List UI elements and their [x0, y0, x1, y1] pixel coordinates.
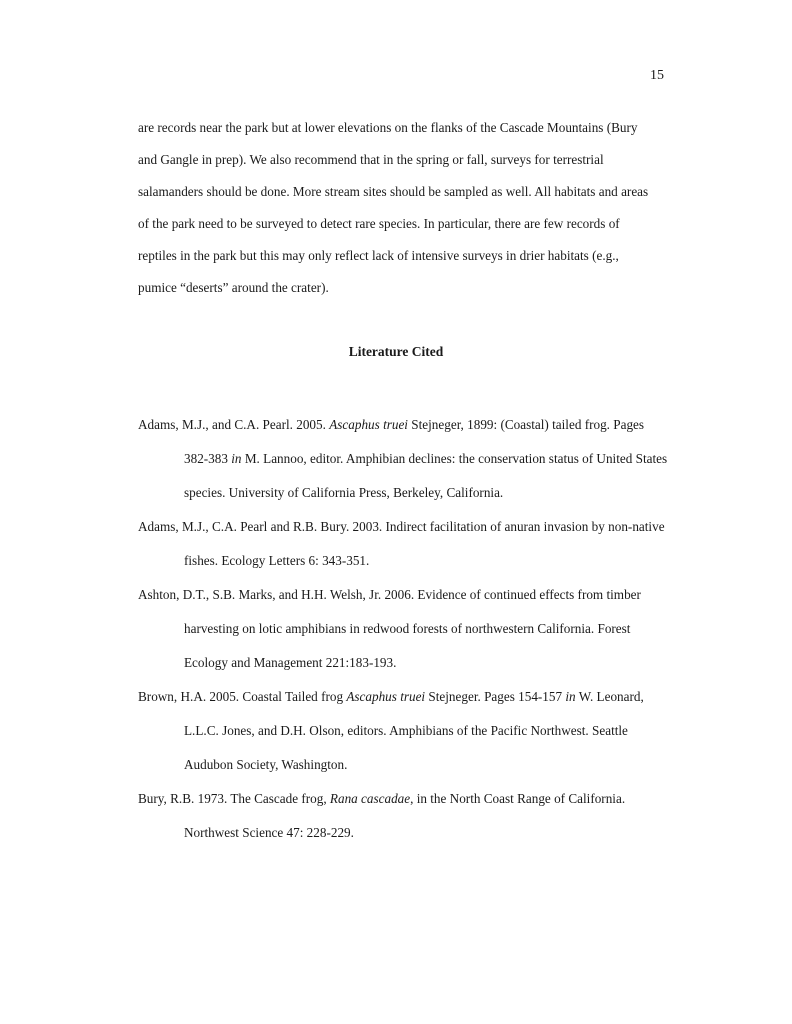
reference-item [138, 782, 668, 850]
reference-text: Stejneger, 1899: (Coastal) tailed frog. Pages 382-383 [184, 417, 645, 466]
species-name: Rana cascadae [329, 791, 411, 806]
reference-text: W. Leonard, L.L.C. Jones, and D.H. Olson, editors. Amphibians of the Pacific Northwest. Seattle Audubon Society, Washington. [184, 689, 644, 772]
reference-list [138, 408, 668, 850]
reference-text: Adams, M.J., and C.A. Pearl. 2005. [138, 417, 330, 432]
reference-text: Stejneger. Pages 154-157 [425, 689, 566, 704]
reference-item [138, 408, 668, 510]
italic-word: in [565, 689, 576, 704]
reference-item [138, 578, 668, 680]
italic-word: in [231, 451, 242, 466]
reference-item [138, 510, 668, 578]
body-paragraph: are records near the park but at lower elevations on the flanks of the Cascade Mountains (Bury and Gangle in prep). We also recommend that in the spring or fall, surveys for terrestrial salamanders should be done. More stream sites should be sampled as well. All habitats and areas of the park need to be surveyed to detect rare species. In particular, there are few records of reptiles in the park but this may only reflect lack of intensive surveys in drier habitats (e.g., pumice “deserts” around the crater). [138, 120, 649, 295]
reference-text: M. Lannoo, editor. Amphibian declines: the conservation status of United States species. University of California Press, Berkeley, California. [184, 451, 668, 500]
reference-text: Adams, M.J., C.A. Pearl and R.B. Bury. 2003. Indirect facilitation of anuran invasion by non-native fishes. Ecology Letters 6: 343-351. [138, 519, 665, 568]
reference-text: Ashton, D.T., S.B. Marks, and H.H. Welsh, Jr. 2006. Evidence of continued effects from timber harvesting on lotic amphibians in redwood forests of northwestern California. Forest Ecology and Management 221:183-193. [138, 587, 641, 670]
reference-item [138, 680, 668, 782]
species-name: Ascaphus truei [346, 689, 426, 704]
page-number: 15 [650, 68, 664, 83]
species-name: Ascaphus truei [329, 417, 408, 432]
reference-text: , in the North Coast Range of California. Northwest Science 47: 228-229. [184, 791, 626, 840]
reference-text: Brown, H.A. 2005. Coastal Tailed frog [138, 689, 347, 704]
reference-text: Bury, R.B. 1973. The Cascade frog, [138, 791, 330, 806]
section-heading: Literature Cited [348, 344, 444, 359]
